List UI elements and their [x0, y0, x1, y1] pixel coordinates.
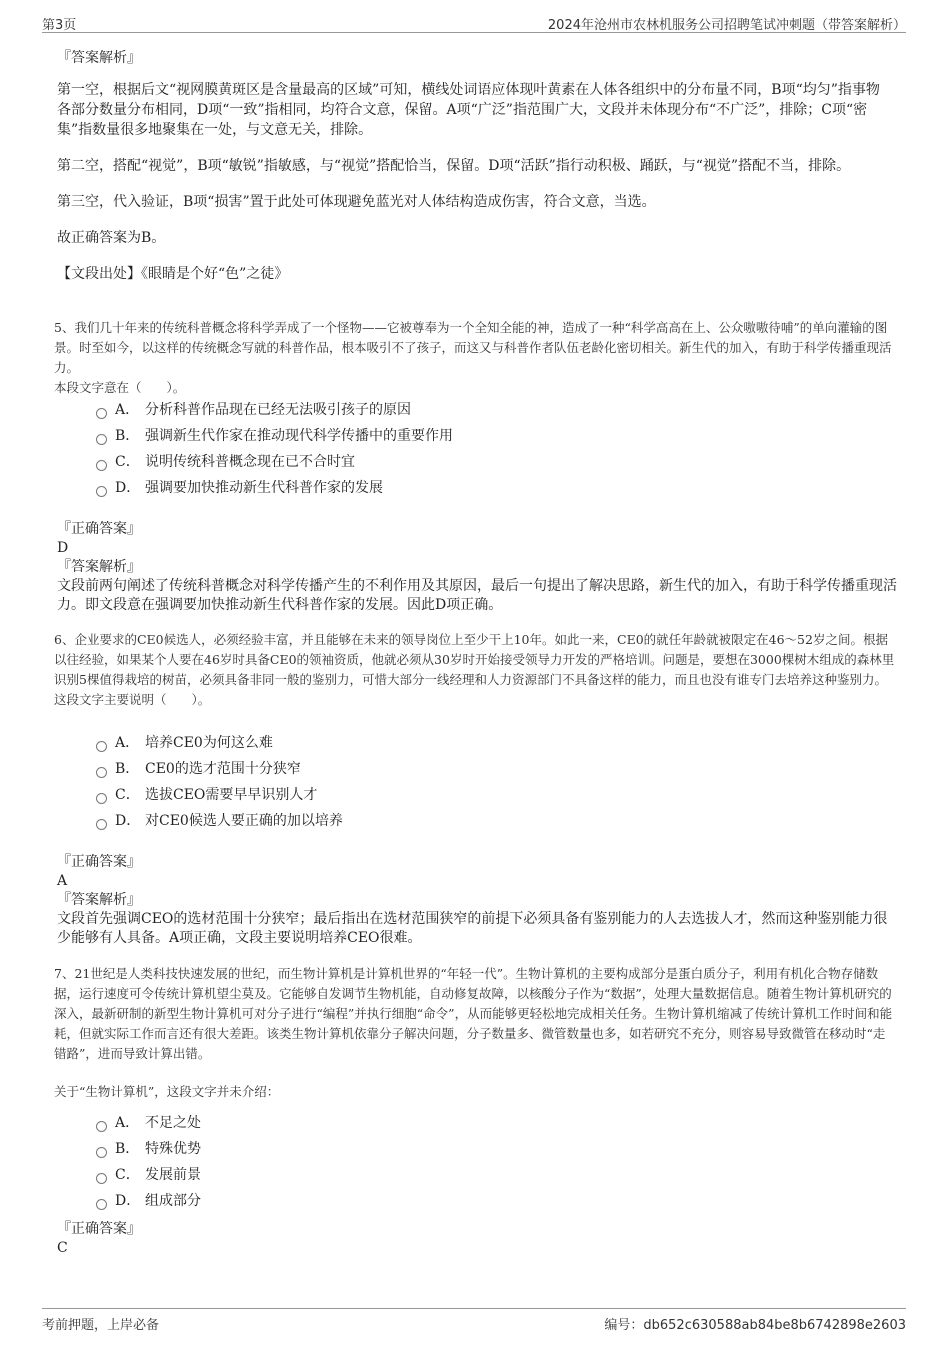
question-stem: 7、21世纪是人类科技快速发展的世纪，而生物计算机是计算机世界的“年轻一代”。生物计算机的主要构成部分是蛋白质分子，利用有机化合物存储数据，运行速度可令传统计算机望尘莫及。它能够自发调节生物机能，自动修复故障，以核酸分子作为“数据”，处理大量数据信息。随着生物计算机研究的深入，最新研制的新型生物计算机可对分子进行“编程”并执行细胞“命令”，从而能够更轻松地完成相关任务。生物计算机缩减了传统计算机工作时间和能耗，但就实际工作而言还有很大差距。该类生物计算机依靠分子解决问题，分子数量多、微管数量也多，如若研究不充分，则容易导致微管在移动时“走错路”，进而导致计算出错。 — [54, 966, 893, 1061]
explanation-paragraph: 故正确答案为B。 — [57, 230, 166, 246]
radio-icon[interactable] — [96, 434, 107, 445]
question-6-answer — [57, 853, 897, 948]
radio-icon[interactable] — [96, 1199, 107, 1210]
option-a[interactable]: A． 不足之处 — [96, 1110, 696, 1136]
question-5 — [54, 318, 896, 398]
page-footer — [42, 1308, 906, 1331]
option-a[interactable]: A． 分析科普作品现在已经无法吸引孩子的原因 — [96, 397, 696, 423]
radio-icon[interactable] — [96, 741, 107, 752]
option-b[interactable]: B． CE0的选才范围十分狭窄 — [96, 756, 696, 782]
footer-slogan: 考前押题，上岸必备 — [42, 1318, 160, 1333]
correct-answer: D — [57, 540, 69, 556]
option-b[interactable]: B． 强调新生代作家在推动现代科学传播中的重要作用 — [96, 423, 696, 449]
question-7-options — [96, 1110, 696, 1214]
question-6-options — [96, 730, 696, 834]
question-stem: 6、企业要求的CE0候选人，必须经验丰富，并且能够在未来的领导岗位上至少干上10年。如此一来，CE0的就任年龄就被限定在46～52岁之间。根据以往经验，如果某个人要在46岁时具备CE0的领袖资质，他就必须从30岁时开始接受领导力开发的严格培训。问题是，要想在3000棵树木组成的森林里识别5棵值得栽培的树苗，必须具备非同一般的鉴别力，可惜大部分一线经理和人力资源部门不具备这样的能力，而且也没有谁专门去培养这种鉴别力。 — [54, 632, 895, 687]
radio-icon[interactable] — [96, 1147, 107, 1158]
radio-icon[interactable] — [96, 460, 107, 471]
top-explanation — [57, 48, 887, 300]
option-d[interactable]: D． 对CE0候选人要正确的加以培养 — [96, 808, 696, 834]
question-7-answer — [57, 1220, 897, 1258]
analysis-heading: 『答案解析』 — [57, 559, 141, 575]
radio-icon[interactable] — [96, 767, 107, 778]
radio-icon[interactable] — [96, 793, 107, 804]
option-a[interactable]: A． 培养CE0为何这么难 — [96, 730, 696, 756]
radio-icon[interactable] — [96, 486, 107, 497]
analysis-text: 文段前两句阐述了传统科普概念对科学传播产生的不利作用及其原因，最后一句提出了解决思路，新生代的加入，有助于科学传播重现活力。即文段意在强调要加快推动新生代科普作家的发展。因此D项正确。 — [57, 578, 897, 613]
page-header — [42, 12, 906, 33]
radio-icon[interactable] — [96, 1173, 107, 1184]
correct-answer: C — [57, 1240, 68, 1256]
question-prompt: 关于“生物计算机”，这段文字并未介绍： — [54, 1084, 280, 1099]
question-5-answer — [57, 520, 897, 615]
source-citation: 【文段出处】《眼睛是个好“色”之徒》 — [57, 266, 289, 282]
radio-icon[interactable] — [96, 819, 107, 830]
question-6 — [54, 630, 896, 710]
answer-heading: 『正确答案』 — [57, 521, 141, 537]
answer-heading: 『正确答案』 — [57, 1221, 141, 1237]
answer-heading: 『正确答案』 — [57, 854, 141, 870]
question-stem: 5、我们几十年来的传统科普概念将科学弄成了一个怪物——它被尊奉为一个全知全能的神，造成了一种“科学高高在上、公众嗷嗷待哺”的单向灌输的图景。时至如今，以这样的传统概念写就的科普作品，根本吸引不了孩子，而这又与科普作者队伍老龄化密切相关。新生代的加入，有助于科学传播重现活力。 — [54, 320, 892, 375]
explanation-paragraph: 第三空，代入验证，B项“损害”置于此处可体现避免蓝光对人体结构造成伤害，符合文意，当选。 — [57, 194, 656, 210]
option-b[interactable]: B． 特殊优势 — [96, 1136, 696, 1162]
analysis-heading: 『答案解析』 — [57, 892, 141, 908]
option-d[interactable]: D． 强调要加快推动新生代科普作家的发展 — [96, 475, 696, 501]
question-prompt: 本段文字意在（ ）。 — [54, 380, 186, 395]
correct-answer: A — [57, 873, 68, 889]
page-number: 第3页 — [42, 18, 77, 33]
radio-icon[interactable] — [96, 408, 107, 419]
question-7 — [54, 964, 896, 1102]
document-title: 2024年沧州市农林机服务公司招聘笔试冲刺题（带答案解析） — [547, 18, 906, 33]
question-5-options — [96, 397, 696, 501]
radio-icon[interactable] — [96, 1121, 107, 1132]
question-prompt: 这段文字主要说明（ ）。 — [54, 692, 211, 707]
option-c[interactable]: C． 发展前景 — [96, 1162, 696, 1188]
analysis-text: 文段首先强调CEO的选材范围十分狭窄；最后指出在选材范围狭窄的前提下必须具备有鉴别能力的人去选拔人才，然而这种鉴别能力很少能够有人具备。A项正确，文段主要说明培养CEO很难。 — [57, 911, 888, 946]
explanation-paragraph: 第二空，搭配“视觉”，B项“敏锐”指敏感，与“视觉”搭配恰当，保留。D项“活跃”指行动积极、踊跃，与“视觉”搭配不当，排除。 — [57, 158, 851, 174]
explanation-heading: 『答案解析』 — [57, 50, 141, 66]
explanation-paragraph: 第一空，根据后文“视网膜黄斑区是含量最高的区域”可知，横线处词语应体现叶黄素在人体各组织中的分布量不同，B项“均匀”指事物各部分数量分布相同，D项“一致”指相同，均符合文意，保留。A项“广泛”指范围广大，文段并未体现分布“不广泛”，排除；C项“密集”指数量很多地聚集在一处，与文意无关，排除。 — [57, 82, 880, 138]
option-c[interactable]: C． 说明传统科普概念现在已不合时宜 — [96, 449, 696, 475]
option-c[interactable]: C． 选拔CEO需要早早识别人才 — [96, 782, 696, 808]
option-d[interactable]: D． 组成部分 — [96, 1188, 696, 1214]
document-id: 编号：db652c630588ab84be8b6742898e2603 — [604, 1318, 906, 1333]
